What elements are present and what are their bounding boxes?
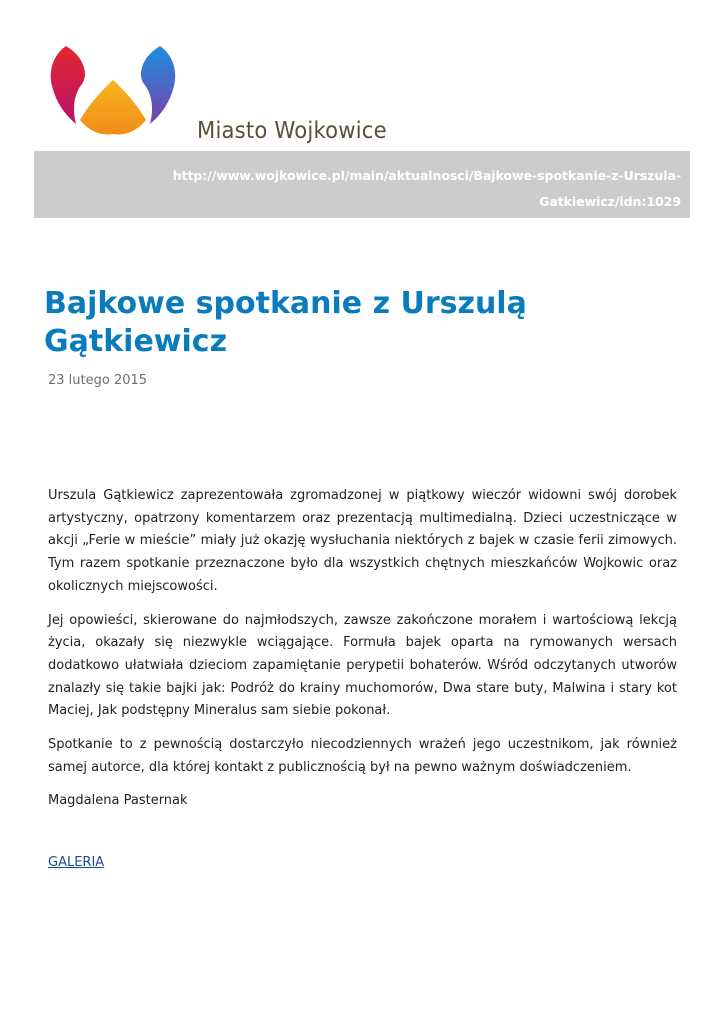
article-paragraph: Spotkanie to z pewnością dostarczyło niecodziennych wrażeń jego uczestnikom, jak również samej autorce, dla której kontakt z publicznością był na pewno ważnym doświadczeniem. (48, 737, 677, 775)
article-paragraph: Jej opowieści, skierowane do najmłodszych, zawsze zakończone morałem i wartościową lekcją życia, okazały się niezwykle wciągające. Formuła bajek oparta na rymowanych wersach dodatkowo ułatwiała dzieciom zapamiętanie perypetii bohaterów. Wśród odczytanych utworów znalazły się takie bajki jak: Podróż do krainy muchomorów, Dwa stare buty, Malwina i stary kot Maciej, Jak podstępny Mineralus sam siebie pokonał. (48, 612, 677, 719)
gallery-link[interactable]: GALERIA (48, 855, 105, 870)
site-name: Miasto Wojkowice (197, 118, 387, 144)
source-url-bar (34, 151, 690, 235)
article-author: Magdalena Pasternak (48, 793, 188, 809)
article-title: Bajkowe spotkanie z Urszulą Gątkiewicz (44, 286, 527, 359)
article-paragraph: Urszula Gątkiewicz zaprezentowała zgromadzonej w piątkowy wieczór widowni swój dorobek artystyczny, opatrzony komentarzem oraz prezentacją multimedialną. Dzieci uczestniczące w akcji „Ferie w mieście” miały już okazję wysłuchania niektórych z bajek w czasie ferii zimowych. Tym razem spotkanie przeznaczone było dla wszystkich chętnych mieszkańców Wojkowic oraz okolicznych miejscowości. (48, 488, 677, 594)
city-logo (46, 40, 180, 138)
source-url-line-2: /printpdf (619, 220, 681, 235)
source-url-line-1: http://www.wojkowice.pl/main/aktualnosci/Bajkowe-spotkanie-z-Urszula-Gatkiewicz/idn:1029 (172, 168, 681, 209)
article-body (48, 485, 677, 824)
article-date: 23 lutego 2015 (48, 373, 148, 388)
